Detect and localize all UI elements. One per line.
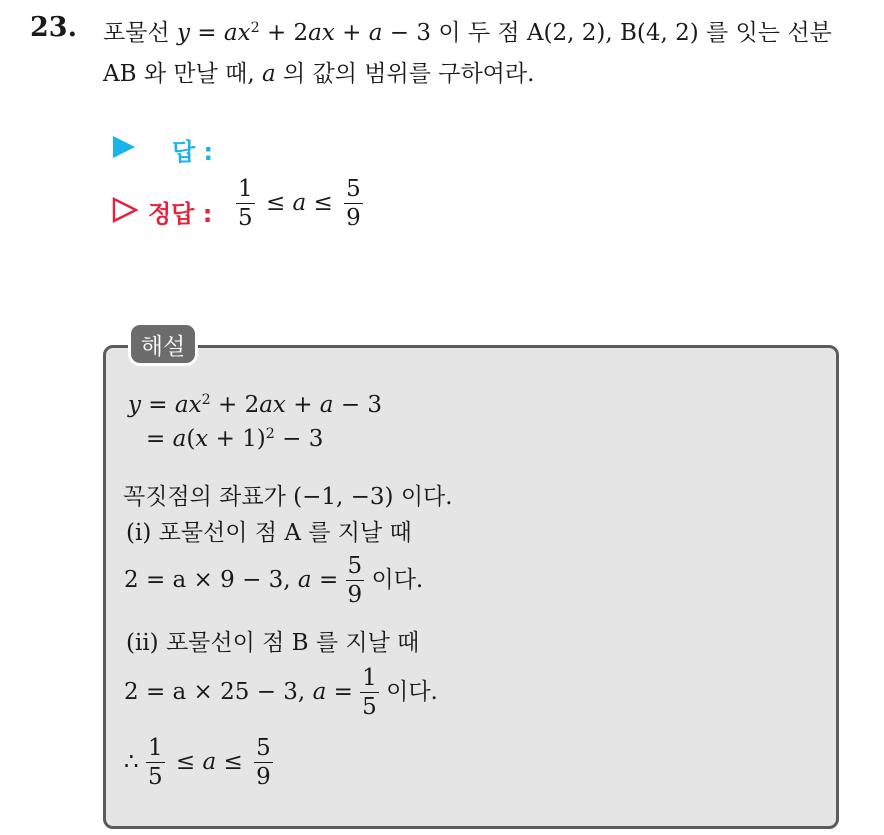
problem-points: A(2, 2), B(4, 2): [526, 20, 699, 46]
solution-tag: 해설: [128, 322, 198, 366]
key-answer-label: 정답 :: [148, 200, 213, 228]
play-arrow-icon: [111, 134, 137, 160]
problem-after-eq: 이 두 점: [438, 20, 520, 46]
key-lower-fraction: $\frac{1}{5}$: [238, 176, 253, 231]
final-upper-fraction: $\frac{5}{9}$: [256, 735, 271, 790]
solution-case-1: (ⅰ) 포물선이 점 A 를 지날 때: [126, 520, 412, 546]
problem-segment: AB: [103, 61, 137, 87]
solution-vertex: 꼭짓점의 좌표가 (−1, −3) 이다.: [123, 484, 453, 510]
solution-eq-line-1: $y = ax^2 + 2ax + a - 3$: [128, 392, 383, 418]
final-lower-fraction: $\frac{1}{5}$: [147, 735, 163, 790]
problem-mid: 와 만날 때,: [143, 61, 255, 87]
key-upper-fraction: $\frac{5}{9}$: [346, 176, 361, 231]
problem-number: 23.: [30, 12, 77, 43]
answer-label: 답 :: [172, 138, 214, 166]
problem-equation: $y = ax^2 + 2ax + a - 3$: [176, 20, 432, 46]
case-2-fraction: $\frac{1}{5}$: [362, 665, 377, 720]
solution-eq-line-2: = $a(x + 1)^2 - 3$: [146, 426, 324, 452]
solution-case-2: (ⅱ) 포물선이 점 B 를 지날 때: [126, 630, 420, 656]
solution-conclusion: ∴ $\frac{1}{5}$ ≤ a ≤ $\frac{5}{9}$: [124, 735, 271, 790]
problem-line-2: [103, 55, 534, 88]
problem-line2-suffix: 의 값의 범위를 구하여라.: [282, 61, 535, 87]
key-inequality: ≤ a ≤: [265, 190, 333, 216]
problem-var: a: [261, 61, 276, 87]
problem-prefix: 포물선: [103, 20, 170, 46]
problem-line-1: [103, 14, 832, 47]
therefore-symbol: ∴: [124, 749, 139, 775]
solution-case-2-eq: 2 = a × 25 − 3, a = $\frac{1}{5}$ 이다.: [124, 665, 438, 720]
case-1-fraction: $\frac{5}{9}$: [347, 553, 363, 608]
outline-arrow-icon: [111, 196, 139, 224]
problem-suffix: 를 잇는 선분: [706, 20, 832, 46]
key-answer-value: [236, 178, 363, 230]
solution-case-1-eq: 2 = a × 9 − 3, a = $\frac{5}{9}$ 이다.: [124, 553, 424, 608]
